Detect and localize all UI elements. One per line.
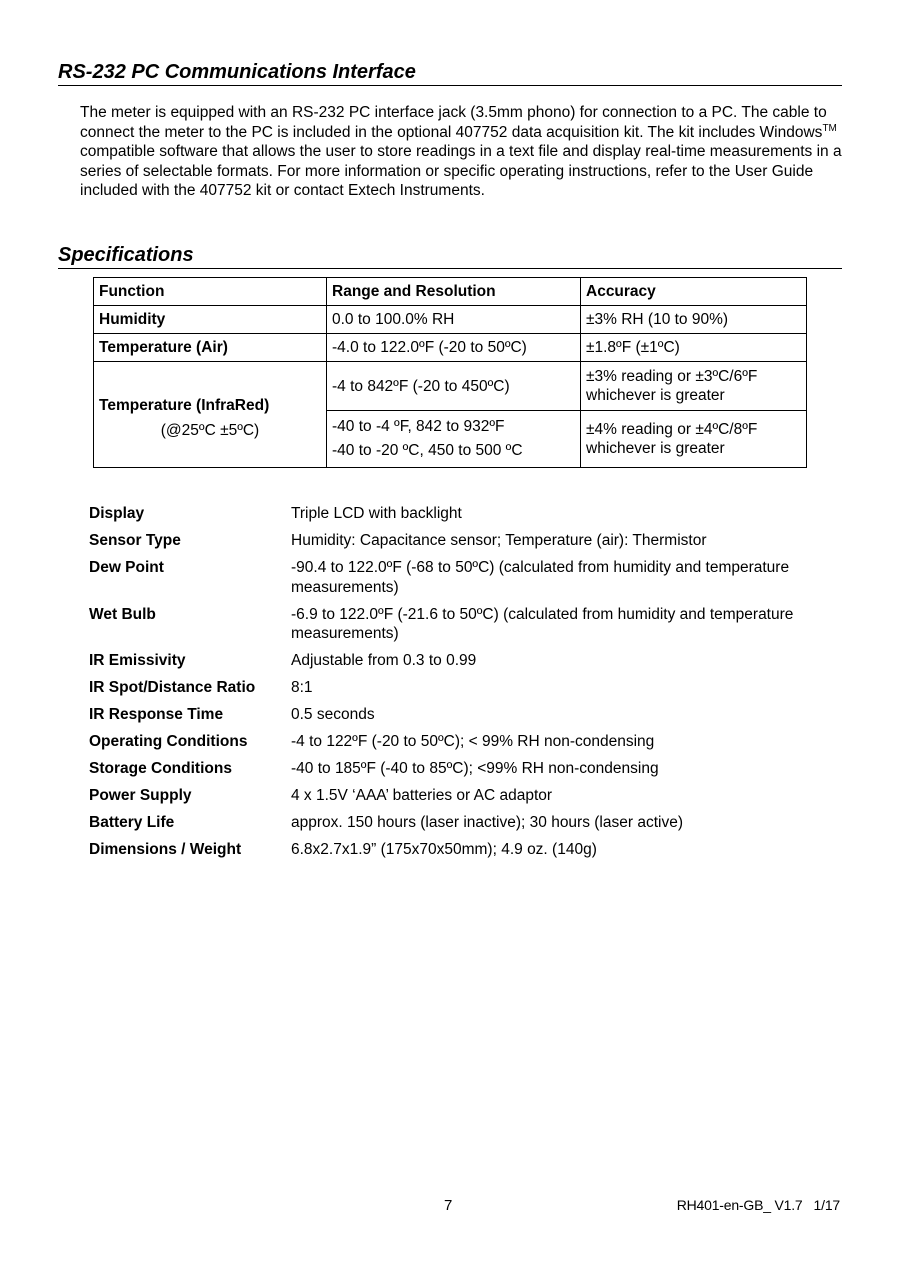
accuracy-line: ±4% reading or ±4ºC/8ºF (586, 421, 758, 438)
ir-condition-label: (@25ºC ±5ºC) (160, 421, 260, 439)
spec-row-sensor-type (89, 531, 809, 551)
rs232-paragraph-part-a: The meter is equipped with an RS-232 PC interface jack (3.5mm phono) for connection to a PC. The cable to connect the meter to the PC is included in the optional 407752 data acquisition kit. The kit includes Windows (80, 104, 827, 141)
spec-label: Battery Life (89, 814, 175, 831)
range-line: -40 to -20 ºC, 450 to 500 ºC (332, 442, 523, 459)
section-title-specifications: Specifications (58, 243, 842, 269)
spec-row-ir-response-time (89, 705, 809, 725)
spec-row-display (89, 504, 809, 524)
table-header-cell: Function (94, 278, 327, 306)
spec-value: Adjustable from 0.3 to 0.99 (291, 652, 477, 669)
spec-label: Power Supply (89, 787, 192, 804)
spec-label: Dew Point (89, 559, 164, 576)
accuracy-line: whichever is greater (586, 387, 725, 404)
spec-label: Operating Conditions (89, 733, 248, 750)
spec-label: Dimensions / Weight (89, 841, 242, 858)
range-line: -40 to -4 ºF, 842 to 932ºF (332, 418, 505, 435)
table-cell-accuracy (581, 411, 807, 468)
table-cell-function: Humidity (94, 306, 327, 334)
spec-row-ir-emissivity (89, 651, 809, 671)
table-cell-range: -4.0 to 122.0ºF (-20 to 50ºC) (327, 334, 581, 362)
spec-label: Wet Bulb (89, 605, 156, 623)
table-row (94, 334, 807, 362)
spec-value: Humidity: Capacitance sensor; Temperature (air): Thermistor (291, 532, 707, 549)
table-cell-function-ir (94, 362, 327, 468)
accuracy-line: ±3% reading or ±3ºC/6ºF (586, 368, 758, 385)
spec-label: Display (89, 505, 145, 522)
table-cell-range: 0.0 to 100.0% RH (327, 306, 581, 334)
spec-value: -90.4 to 122.0ºF (-68 to 50ºC) (calculated from humidity and temperature measurements) (291, 559, 790, 596)
spec-value: 8:1 (291, 679, 313, 696)
spec-row-storage-conditions (89, 759, 809, 779)
rs232-paragraph (80, 103, 842, 201)
table-header-row (94, 278, 807, 306)
spec-label: Sensor Type (89, 532, 181, 549)
rs232-paragraph-part-b: compatible software that allows the user to store readings in a text file and display real-time measurements in a series of selectable formats. For more information or specific operating instructions, refer to the User Guide included with the 407752 kit or contact Extech Instruments. (80, 143, 842, 200)
spec-row-ir-spot-ratio (89, 678, 809, 698)
spec-row-battery-life (89, 813, 809, 833)
spec-value: -4 to 122ºF (-20 to 50ºC); < 99% RH non-condensing (291, 733, 655, 750)
table-row (94, 306, 807, 334)
table-cell-function: Temperature (Air) (94, 334, 327, 362)
ir-function-label: Temperature (InfraRed) (99, 396, 270, 414)
table-cell-accuracy: ±1.8ºF (±1ºC) (581, 334, 807, 362)
accuracy-line: whichever is greater (586, 440, 725, 457)
page-number: 7 (444, 1197, 453, 1214)
spec-row-dimensions-weight (89, 840, 809, 860)
specifications-table (93, 277, 807, 468)
spec-value: -6.9 to 122.0ºF (-21.6 to 50ºC) (calculated from humidity and temperature measurements) (291, 605, 794, 642)
table-cell-range: -4 to 842ºF (-20 to 450ºC) (327, 362, 581, 411)
spec-label: Storage Conditions (89, 760, 232, 777)
spec-row-operating-conditions (89, 732, 809, 752)
table-header-cell: Range and Resolution (327, 278, 581, 306)
trademark-superscript: TM (822, 122, 837, 134)
section-title-rs232: RS-232 PC Communications Interface (58, 60, 842, 86)
table-header-cell: Accuracy (581, 278, 807, 306)
table-cell-range (327, 411, 581, 468)
spec-row-wet-bulb (89, 605, 809, 644)
table-cell-accuracy: ±3% RH (10 to 90%) (581, 306, 807, 334)
spec-label: IR Response Time (89, 706, 224, 723)
spec-label: IR Spot/Distance Ratio (89, 679, 256, 696)
spec-value: 4 x 1.5V ‘AAA’ batteries or AC adaptor (291, 787, 553, 804)
spec-value: Triple LCD with backlight (291, 505, 462, 522)
spec-value: 0.5 seconds (291, 706, 375, 723)
table-cell-accuracy (581, 362, 807, 411)
spec-value: approx. 150 hours (laser inactive); 30 hours (laser active) (291, 814, 683, 831)
document-id: RH401-en-GB_ V1.7 1/17 (676, 1197, 840, 1213)
spec-row-dew-point (89, 558, 809, 597)
specifications-list (89, 504, 809, 867)
table-row (94, 362, 807, 411)
spec-label: IR Emissivity (89, 652, 186, 669)
spec-value: 6.8x2.7x1.9” (175x70x50mm); 4.9 oz. (140g) (291, 841, 597, 858)
spec-row-power-supply (89, 786, 809, 806)
spec-value: -40 to 185ºF (-40 to 85ºC); <99% RH non-condensing (291, 760, 659, 777)
